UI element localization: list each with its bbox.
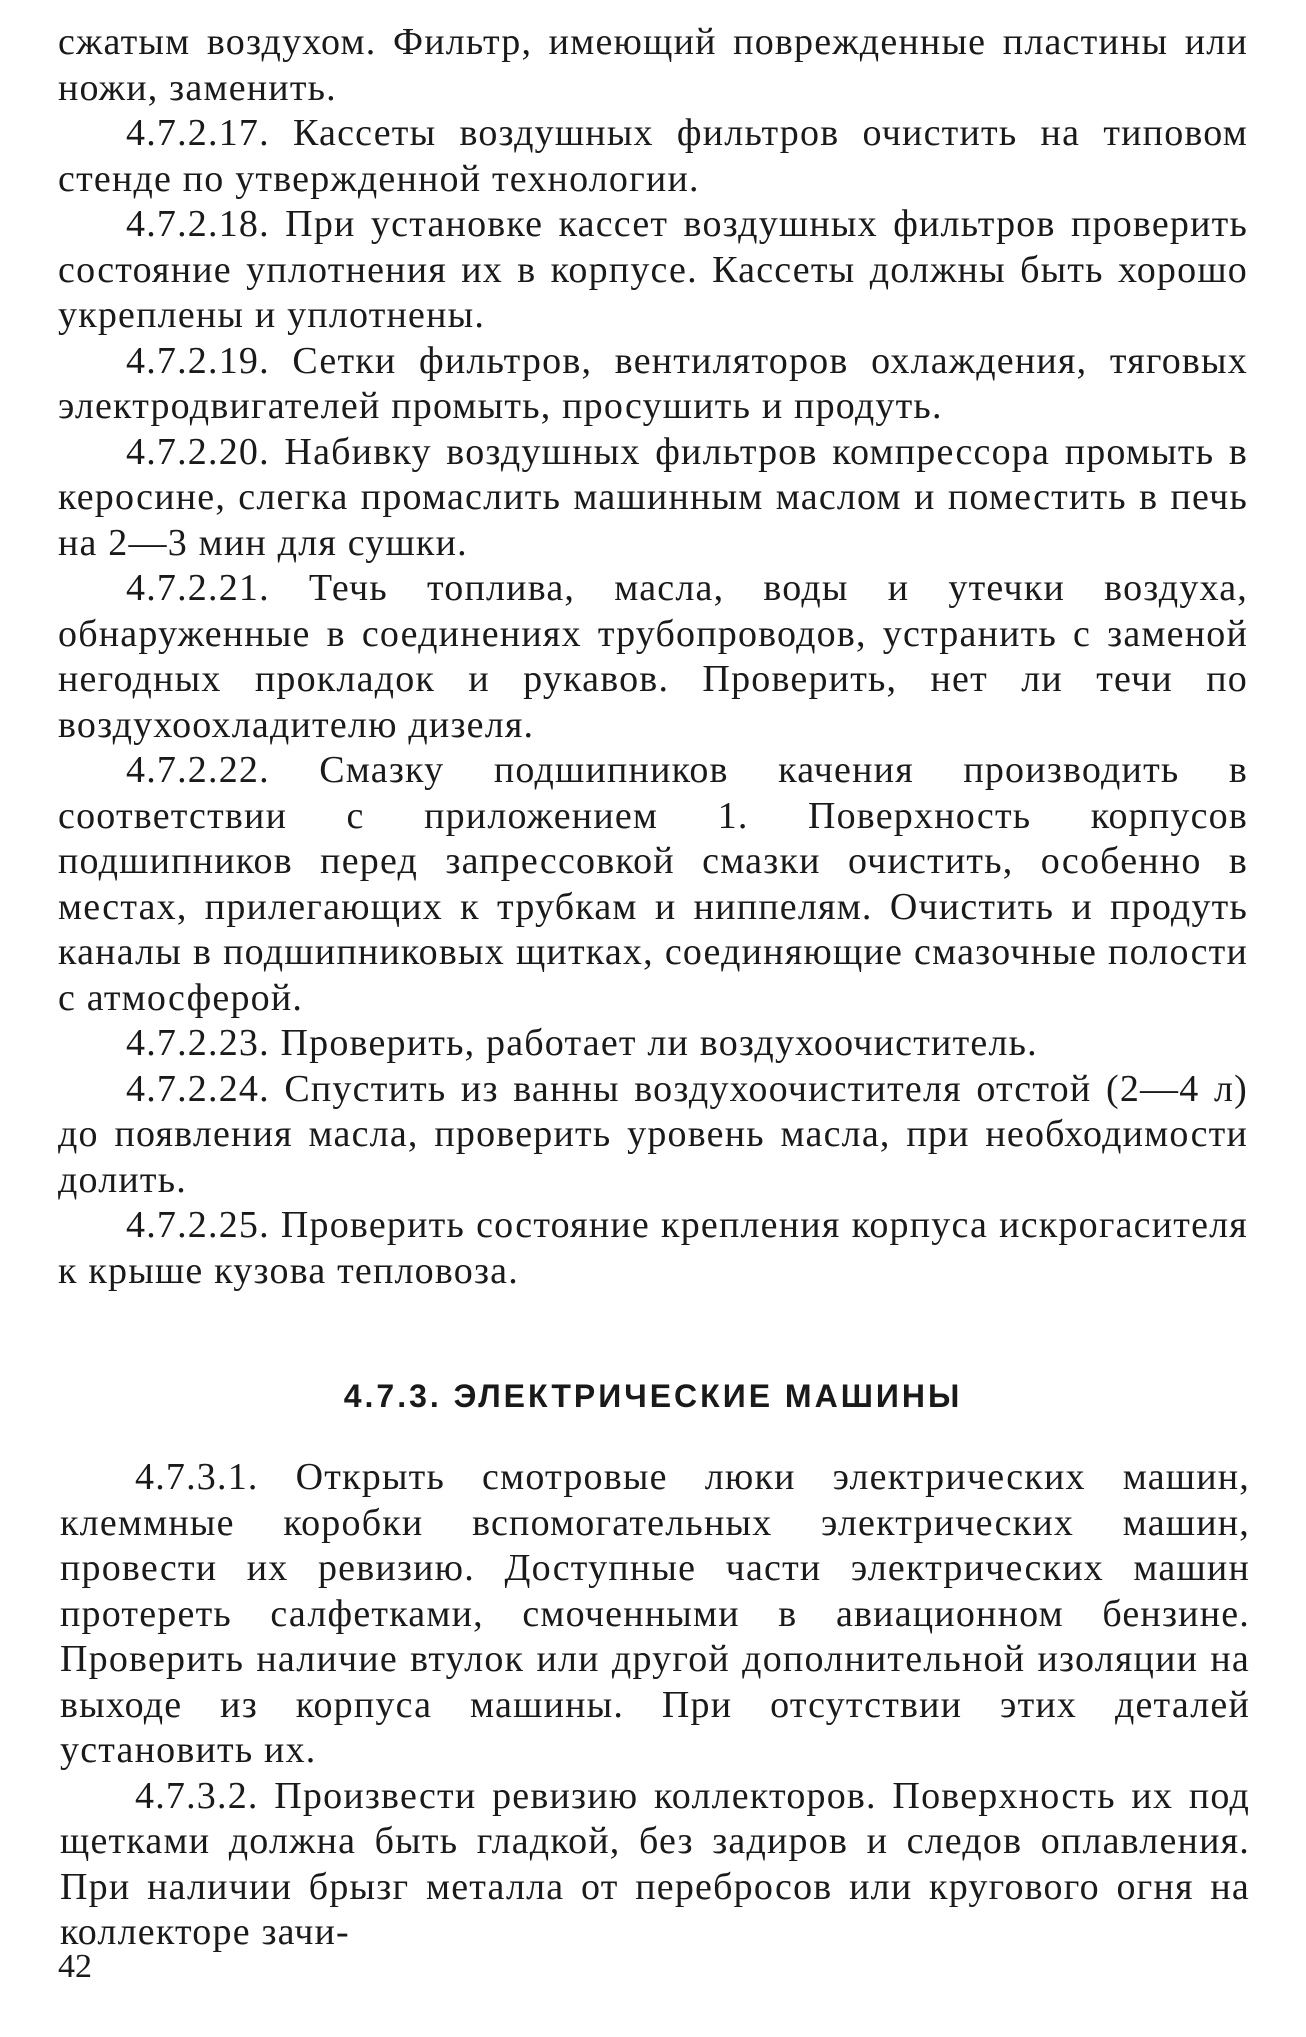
paragraph: 4.7.2.23. Проверить, работает ли воздухоочиститель. [126, 1022, 1038, 1064]
paragraph: 4.7.2.18. При установке кассет воздушных фильтров проверить состояние уплотнения их в корпусе. Кассеты должны быть хорошо укреплены и уплотнены. [58, 203, 1248, 336]
section-heading: 4.7.3. ЭЛЕКТРИЧЕСКИЕ МАШИНЫ [343, 1378, 963, 1414]
paragraph: 4.7.2.22. Смазку подшипников качения производить в соответствии с приложением 1. Поверхность корпусов подшипников перед запрессовкой смазки очистить, особенно в местах, прилегающих к трубкам и ниппелям. Очистить и продуть каналы в подшипниковых щитках, соединяющие смазочные полости с атмосферой. [58, 749, 1248, 1019]
body-text-bottom [60, 1455, 1250, 1956]
paragraph: 4.7.2.20. Набивку воздушных фильтров компрессора промыть в керосине, слегка промаслить машинным маслом и поместить в печь на 2—3 мин для сушки. [58, 430, 1248, 564]
paragraph: 4.7.2.24. Спустить из ванны воздухоочистителя отстой (2—4 л) до появления масла, проверить уровень масла, при необходимости долить. [58, 1067, 1248, 1201]
body-text-top [58, 20, 1248, 1294]
paragraph: 4.7.3.1. Открыть смотровые люки электрических машин, клеммные коробки вспомогательных электрических машин, провести их ревизию. Доступные части электрических машин протереть салфетками, смоченными в авиационном бензине. Проверить наличие втулок или другой дополнительной изоляции на выходе из корпуса машины. При отсутствии этих деталей установить их. [60, 1456, 1250, 1771]
paragraph: сжатым воздухом. Фильтр, имеющий поврежденные пластины или ножи, заменить. [58, 21, 1248, 109]
paragraph: 4.7.3.2. Произвести ревизию коллекторов. Поверхность их под щетками должна быть гладкой, без задиров и следов оплавления. При наличии брызг металла от перебросов или кругового огня на коллекторе зачи- [60, 1774, 1250, 1953]
paragraph: 4.7.2.17. Кассеты воздушных фильтров очистить на типовом стенде по утвержденной технологии. [58, 112, 1248, 200]
page-number: 42 [58, 1948, 92, 1985]
paragraph: 4.7.2.25. Проверить состояние крепления корпуса искрогасителя к крыше кузова тепловоза. [58, 1204, 1248, 1292]
paragraph: 4.7.2.19. Сетки фильтров, вентиляторов охлаждения, тяговых электродвигателей промыть, просушить и продуть. [58, 339, 1248, 427]
paragraph: 4.7.2.21. Течь топлива, масла, воды и утечки воздуха, обнаруженные в соединениях трубопроводов, устранить с заменой негодных прокладок и рукавов. Проверить, нет ли течи по воздухоохладителю дизеля. [58, 567, 1248, 746]
